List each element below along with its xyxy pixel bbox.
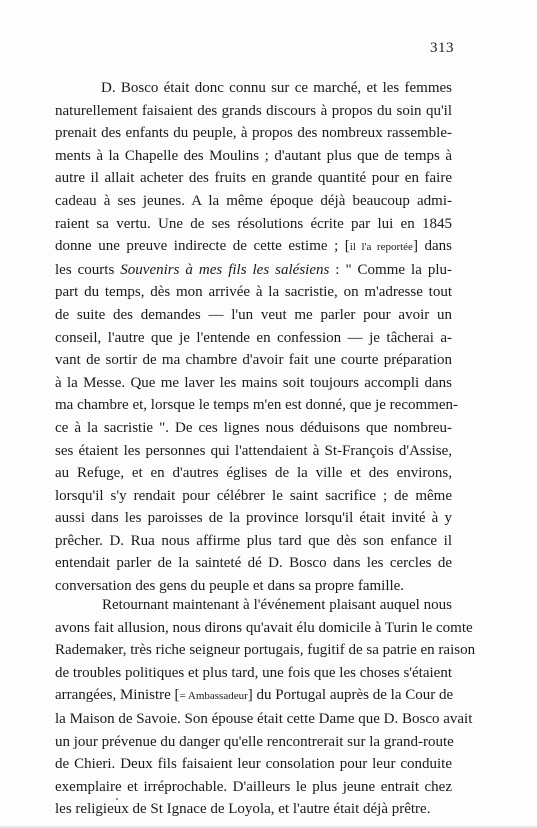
text-line: ce à la sacristie ". De ces lignes nous déduisons que nombreu-: [55, 419, 452, 436]
text-line: [55, 259, 452, 282]
book-title: Souvenirs à mes fils les salésiens: [120, 261, 330, 278]
text-fragment: ] du Portugal auprès de la Cour de: [247, 687, 454, 704]
text-line: au Refuge, et en d'autres églises de la ville et des environs,: [55, 465, 452, 482]
text-fragment: : " Comme la plu-: [329, 261, 452, 278]
editorial-note: = Ambassadeur: [179, 690, 248, 703]
page-number: 313: [430, 40, 454, 56]
text-line: conversation des gens du peuple et dans sa propre famille.: [55, 578, 405, 595]
text-line: de Chieri. Deux fils faisaient leur consolation pour leur conduite: [55, 756, 452, 773]
text-line: avons fait allusion, nous dirons qu'avait élu domicile à Turin le comte: [55, 619, 473, 636]
text-line: à la Messe. Que me laver les mains soit toujours accompli dans: [55, 374, 452, 391]
text-line: [55, 235, 452, 259]
text-line: Retournant maintenant à l'événement plaisant auquel nous: [102, 597, 452, 613]
text-line: raient sa vertu. Une de ses résolutions écrite par lui en 1845: [55, 215, 452, 232]
text-line: Rademaker, très riche seigneur portugais, fugitif de sa patrie en raison: [55, 642, 476, 659]
text-line: [55, 684, 452, 708]
editorial-note: il l'a reportée: [349, 241, 413, 254]
text-line: ments à la Chapelle des Moulins ; d'autant plus que de temps à: [55, 147, 452, 164]
text-fragment: arrangées, Ministre [: [55, 687, 180, 704]
text-line: naturellement faisaient des grands discours à propos du soin qu'il: [55, 102, 452, 119]
text-line: prenait des enfants du peuple, à propos des nombreux rassemble-: [55, 125, 452, 142]
paragraph-2: [55, 594, 476, 821]
text-line: aussi dans les paroisses de la province lorsqu'il était invité à y: [55, 510, 452, 527]
text-line: autre il allait acheter des fruits en grande quantité pour en faire: [55, 170, 452, 187]
text-line: ses étaient les personnes qui l'attendaient à St-François d'Assise,: [55, 442, 452, 459]
text-fragment: les courts: [55, 261, 121, 278]
text-line: de suite des demandes — l'un veut me parler pour avoir un: [55, 306, 452, 323]
text-line: cadeau à ses jeunes. A la même époque déjà beaucoup admi-: [55, 192, 452, 209]
text-line: les religieux de St Ignace de Loyola, et l'autre était déjà prêtre.: [55, 801, 431, 818]
text-fragment: ] dans: [412, 238, 452, 255]
text-line: entendait parler de la sainteté dé D. Bosco dans les cercles de: [55, 555, 452, 572]
text-line: exemplaire et irréprochable. D'ailleurs le plus jeune entrait chez: [55, 778, 452, 795]
text-line: ma chambre et, lorsque le temps m'en est donné, que je recommen-: [55, 397, 458, 414]
text-line: de troubles politiques et plus tard, une fois que les choses s'étaient: [55, 664, 452, 681]
text-line: la Maison de Savoie. Son épouse était cette Dame que D. Bosco avait: [55, 710, 473, 727]
text-line: part du temps, dès mon arrivée à la sacristie, on m'adresse tout: [55, 284, 452, 301]
print-speck: [116, 798, 118, 800]
text-line: D. Bosco était donc connu sur ce marché, et les femmes: [101, 80, 452, 96]
text-line: conseil, l'autre que je l'entende en confession — je tâcherai a-: [55, 329, 452, 346]
text-line: un jour prévenue du danger qu'elle rencontrerait sur la grand-route: [55, 733, 454, 750]
text-line: lorsqu'il s'y rendait pour célébrer le saint sacrifice ; de même: [55, 487, 452, 504]
text-fragment: donne une preuve indirecte de cette estime ; [: [55, 238, 350, 255]
paragraph-1: [55, 77, 458, 598]
text-line: prêcher. D. Rua nous affirme plus tard que dès son enfance il: [55, 532, 452, 549]
text-line: vant de sortir de ma chambre d'avoir fait une courte préparation: [55, 352, 452, 369]
